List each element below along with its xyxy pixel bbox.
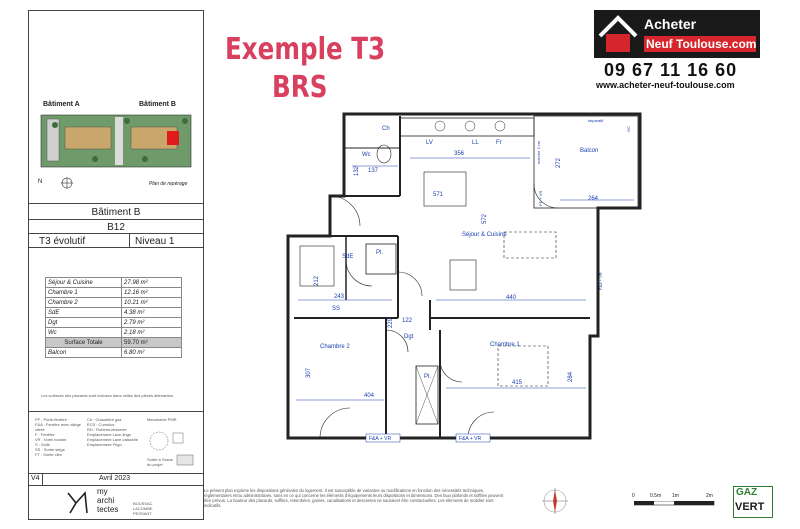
room-label-placard-2: Pl. [424,374,432,380]
table-row: Chambre 2 10.21 m² [46,298,182,308]
table-row: Chambre 1 12.16 m² [46,288,182,298]
room-label-sde: SdE [342,254,354,260]
phone-number[interactable]: 09 67 11 16 60 [604,60,738,80]
site-plan [35,101,199,201]
scale-label-05: 0.5m [650,493,662,499]
room-label-placard-1: Pl. [376,250,384,256]
building-name: Bâtiment B [91,207,141,218]
dim-307: 307 [306,367,312,378]
room-label-sejour: Séjour & Cuisine [462,232,507,238]
architect-name: my archi tectes [97,487,119,514]
table-row-balcony: Balcon 6.80 m² [46,348,182,358]
label-fr: Fr [496,140,502,146]
label-separatif: séparatif [588,118,604,123]
room-label-ch: Ch [382,126,390,132]
label-marche: marche 3 cm [536,140,541,164]
title-block [28,10,204,520]
disclaimer: Le présent plan exprime les dispositions générales du logement. Il est susceptible de variantes ou modifications en fonction des nécessités techniques, réglementaires et/ou administratives, sans en ce qui concerne les éléments d'équipements leurs dispositions et dimensions. Des faux plafonds et soffites peuvent être prévus. La hauteur des placards, soffites, retombées, gaines, canalisations et descentes ne sauraient être contractuelles. Les éléments de mobilier sont indicatifs. [204,488,504,508]
dim-404: 404 [364,393,375,399]
north-label: N [38,179,43,185]
scale-label-1: 1m [672,493,679,499]
dim-122: 122 [402,318,413,324]
room-label-chambre-2: Chambre 2 [320,344,350,350]
legend-right: Menuiserie PMR [147,417,177,422]
room-label-balcon: Balcon [580,148,599,154]
table-row: Séjour & Cuisine 27.98 m² [46,278,182,288]
dim-415: 415 [512,380,523,386]
site-plan-label-b: Bâtiment B [139,101,176,108]
label-gc: GC [626,126,631,132]
surface-table [45,277,182,358]
north-arrow-icon [45,175,79,191]
dim-229: 229 [388,317,394,328]
site-plan-caption: Plan de repérage [149,181,188,187]
dim-572: 572 [482,213,488,224]
date: Avril 2023 [99,475,131,482]
label-ll: LL [472,140,479,146]
label-fa-vr-ch1: F&A + VR [459,436,482,442]
floor-plan [286,110,646,445]
website-link[interactable]: www.acheter-neuf-toulouse.com [596,80,735,90]
scale-label-2: 2m [706,493,713,499]
brand-logo[interactable] [594,10,760,58]
label-lv: LV [426,140,433,146]
site-plan-drawing [35,111,199,173]
compass-icon [540,486,570,516]
label-fa-vr-east: F&A + VR [598,272,603,290]
room-label-dgt: Dgt [404,334,414,340]
scale-label-0: 0 [632,493,635,499]
version: V4 [31,475,40,482]
dim-356: 356 [454,151,465,157]
dim-212: 212 [314,275,320,286]
gaz-vert-badge: GAZ VERT [733,486,773,518]
legend-note: Sortie à l'issue du projet [147,457,173,467]
architect-logo-icon [65,489,91,517]
table-row-total: Surface Totale 59.70 m² [46,338,182,348]
room-label-wc: Wc [362,152,371,158]
legend-left: PF : Porte-fenêtre F&A : Fenêtre avec allège vitrée F : Fenêtre VR : Volet roulant S : Solle SS : Sortie siège FT : Sortie clim [35,417,82,457]
label-fa-vr-ch2: F&A + VR [369,436,392,442]
scale-bar [634,501,718,506]
promo-title: Exemple T3 [225,32,386,67]
house-icon [596,12,640,56]
logo-text-line1: Acheter [644,16,697,32]
logo-text-line2: Neuf Toulouse.com [646,37,757,51]
dim-571: 571 [433,192,444,198]
table-row: Dgt 2.79 m² [46,318,182,328]
dim-440: 440 [506,295,517,301]
promo-subtitle: BRS [272,70,328,105]
dim-264: 264 [588,196,599,202]
dim-132: 132 [354,165,360,176]
dim-243: 243 [334,294,345,300]
table-row: Wc 2.18 m² [46,328,182,338]
table-row: SdE 4.38 m² [46,308,182,318]
room-label-chambre-1: Chambre 1 [490,342,520,348]
surface-footnote: Les surfaces des placards sont incluses dans celles des pièces attenantes. [41,393,174,398]
dim-284: 284 [568,371,574,382]
lot-number: B12 [107,222,125,233]
legend-middle: Ch : Chaudière gaz ECS : Cumulus RD : Robinet-desserte Emplacement Lave-linge Emplacement Lave-vaisselle Emplacement Frigo [87,417,138,447]
architect-partners: BOUSSAC LACOMBE PESSANT [133,501,153,516]
label-pf-vr: PF + VR [538,190,543,206]
dim-137: 137 [368,168,379,174]
label-ss: SS [332,306,341,312]
apartment-type: T3 évolutif [39,236,86,247]
dim-272: 272 [556,157,562,168]
floor-level: Niveau 1 [135,236,175,247]
site-plan-label-a: Bâtiment A [43,101,80,108]
